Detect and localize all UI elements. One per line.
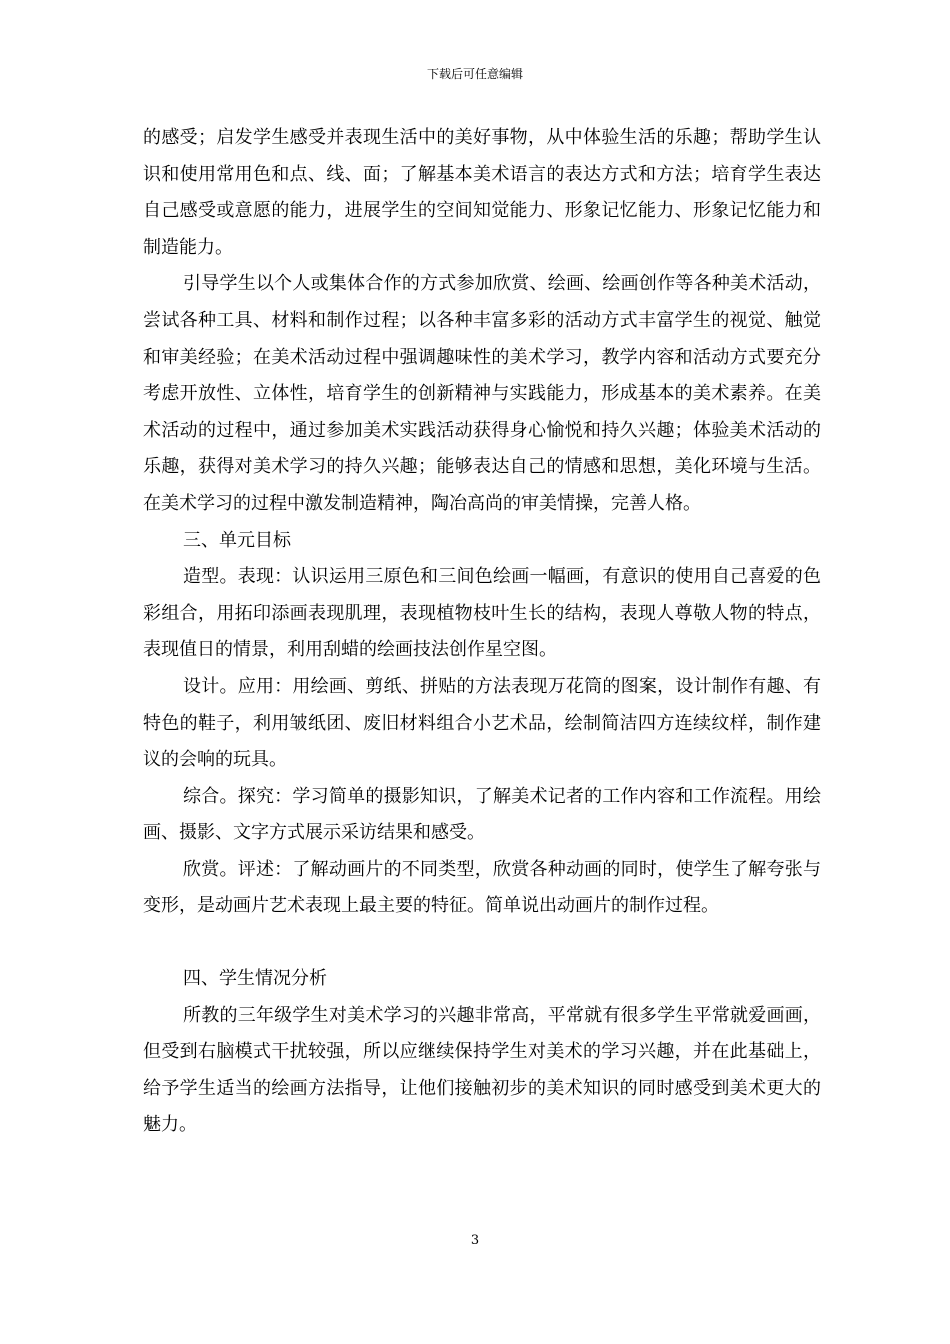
paragraph-modeling: 造型。表现：认识运用三原色和三间色绘画一幅画，有意识的使用自己喜爱的色彩组合，用拓印添画表现肌理，表现植物枝叶生长的结构，表现人尊敬人物的特点，表现值日的情景，利用刮蜡的绘画技法创作星空图。 <box>143 566 821 661</box>
paragraph-appreciation: 欣赏。评述：了解动画片的不同类型，欣赏各种动画的同时，使学生了解夸张与变形，是动画片艺术表现上最主要的特征。简单说出动画片的制作过程。 <box>143 858 821 917</box>
blank-line <box>143 925 821 961</box>
section-heading-student-analysis: 四、学生情况分析 <box>183 968 327 990</box>
header-note: 下载后可任意编辑 <box>426 67 523 81</box>
paragraph-continued: 的感受；启发学生感受并表现生活中的美好事物，从中体验生活的乐趣；帮助学生认识和使用常用色和点、线、面；了解基本美术语言的表达方式和方法；培育学生表达自己感受或意愿的能力，进展学生的空间知觉能力、形象记忆能力、形象记忆能力和制造能力。 <box>143 127 821 258</box>
paragraph-design: 设计。应用：用绘画、剪纸、拼贴的方法表现万花筒的图案，设计制作有趣、有特色的鞋子，利用皱纸团、废旧材料组合小艺术品，绘制简洁四方连续纹样，制作建议的会响的玩具。 <box>143 675 821 771</box>
paragraph-student-analysis: 所教的三年级学生对美术学习的兴趣非常高，平常就有很多学生平常就爱画画，但受到右脑模式干扰较强，所以应继续保持学生对美术的学习兴趣，并在此基础上，给予学生适当的绘画方法指导，让他们接触初步的美术知识的同时感受到美术更大的魅力。 <box>143 1004 821 1136</box>
document-body <box>143 120 821 1144</box>
paragraph-guidance: 引导学生以个人或集体合作的方式参加欣赏、绘画、绘画创作等各种美术活动，尝试各种工具、材料和制作过程；以各种丰富多彩的活动方式丰富学生的视觉、触觉和审美经验；在美术活动过程中强调趣味性的美术学习，教学内容和活动方式要充分考虑开放性、立体性，培育学生的创新精神与实践能力，形成基本的美术素养。在美术活动的过程中，通过参加美术实践活动获得身心愉悦和持久兴趣；体验美术活动的乐趣，获得对美术学习的持久兴趣；能够表达自己的情感和思想，美化环境与生活。在美术学习的过程中激发制造精神，陶冶高尚的审美情操，完善人格。 <box>143 273 821 514</box>
paragraph-synthesis: 综合。探究：学习简单的摄影知识，了解美术记者的工作内容和工作流程。用绘画、摄影、文字方式展示采访结果和感受。 <box>143 785 821 844</box>
section-heading-unit-goals: 三、单元目标 <box>183 529 291 551</box>
page-number: 3 <box>470 1233 480 1248</box>
